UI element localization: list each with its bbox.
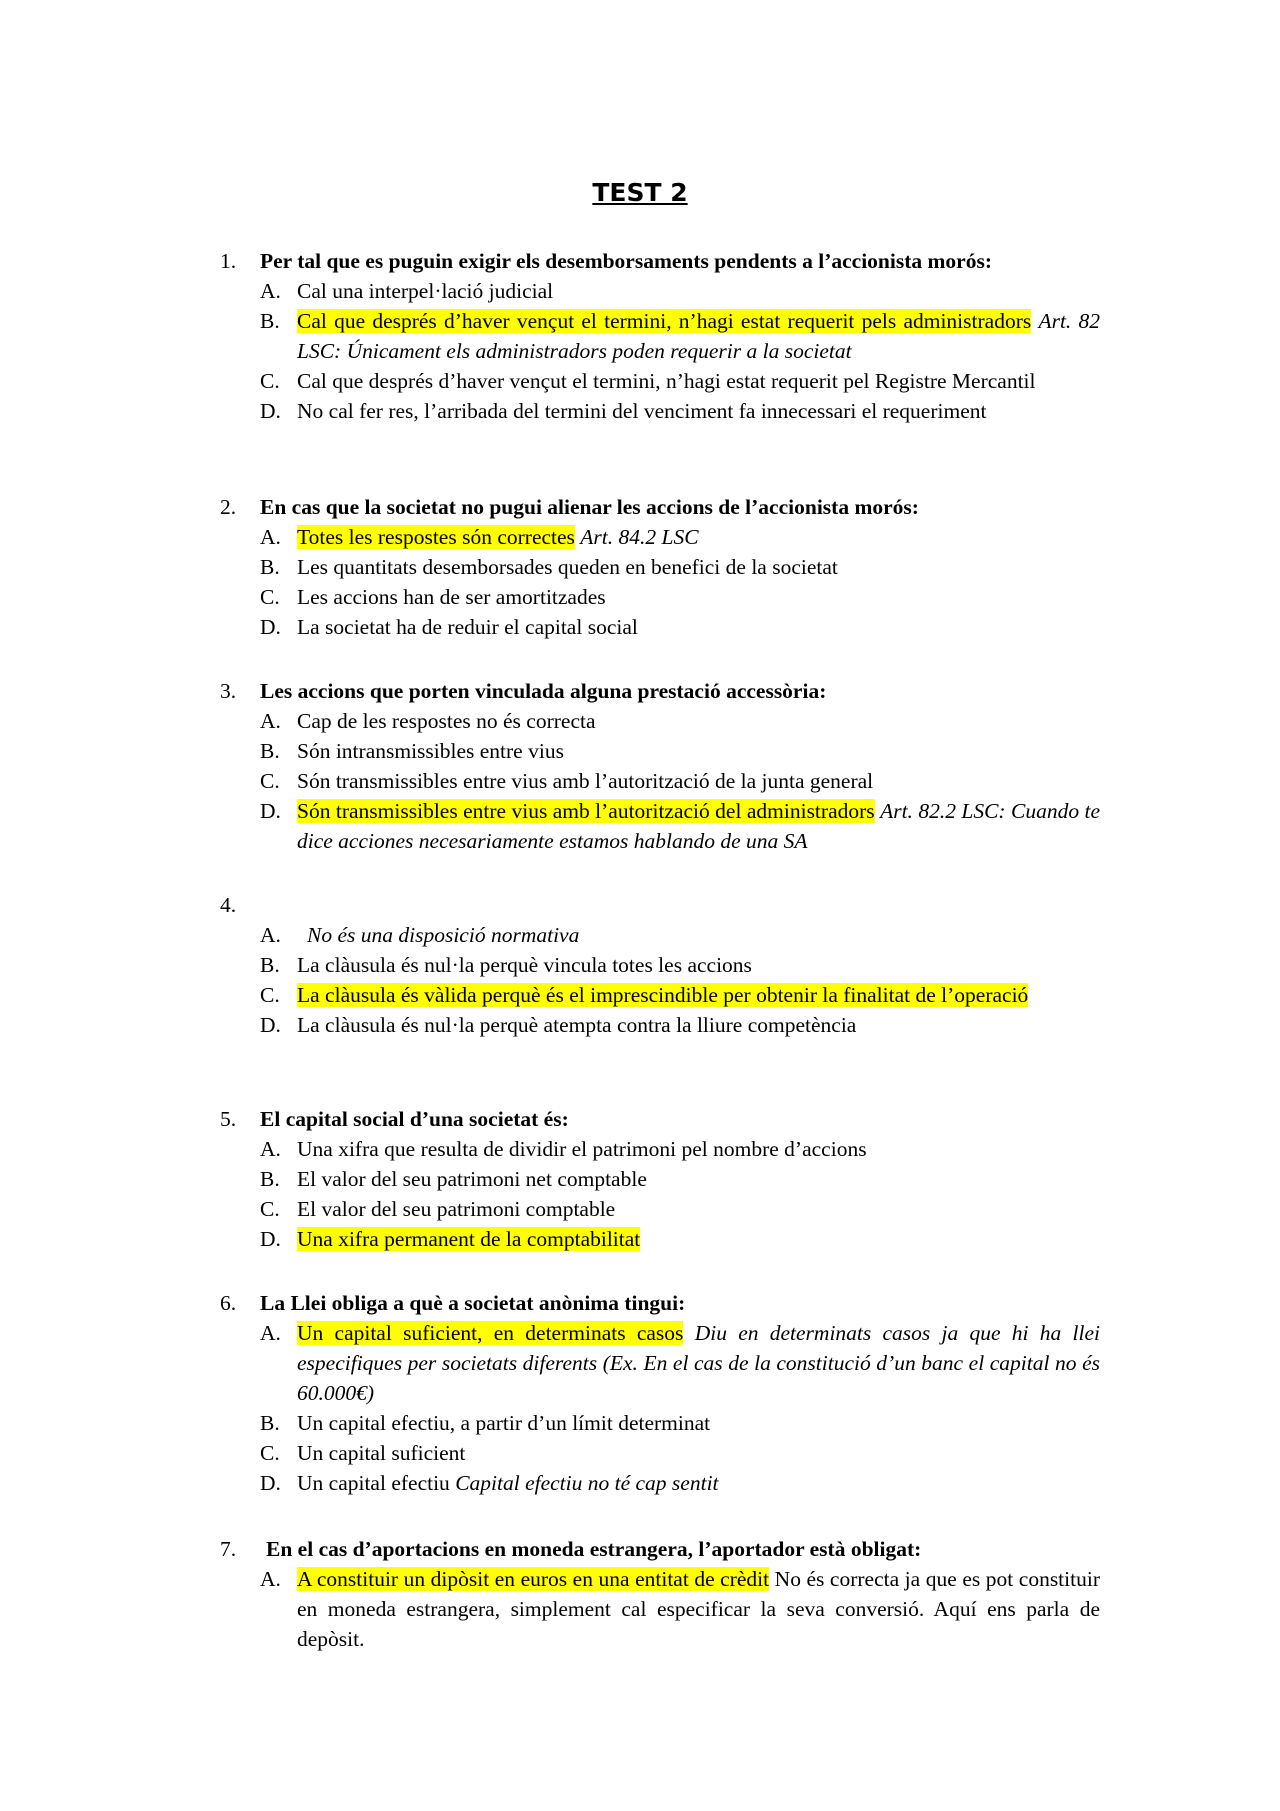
option-text: Són transmissibles entre vius amb l’autorització de la junta general [297, 769, 874, 793]
option-c [220, 366, 1100, 396]
question-5 [220, 1104, 1100, 1254]
option-label: B. [260, 1167, 280, 1191]
option-b [220, 1164, 1100, 1194]
answer-note: No és una disposició normativa [307, 923, 580, 947]
question-number: 2. [220, 495, 237, 519]
question-number: 6. [220, 1291, 237, 1315]
option-text: Una xifra que resulta de dividir el patrimoni pel nombre d’accions [297, 1137, 867, 1161]
question-7 [220, 1534, 1100, 1654]
question-header [220, 890, 1100, 920]
highlighted-answer: Totes les respostes són correctes [297, 525, 575, 549]
option-d [220, 396, 1100, 426]
question-number: 4. [220, 893, 237, 917]
option-d [220, 1010, 1100, 1040]
option-text: Cal una interpel·lació judicial [297, 279, 554, 303]
option-c [220, 1194, 1100, 1224]
question-3 [220, 676, 1100, 856]
option-text: La societat ha de reduir el capital social [297, 615, 638, 639]
option-a [220, 920, 1100, 950]
option-text: No cal fer res, l’arribada del termini del venciment fa innecessari el requeriment [297, 399, 987, 423]
option-label: B. [260, 1411, 280, 1435]
question-text: Les accions que porten vinculada alguna prestació accessòria: [260, 679, 827, 703]
answer-note: Art. 82 LSC: Únicament els administradors poden requerir a la societat [297, 309, 1101, 363]
option-label: C. [260, 769, 280, 793]
option-label: C. [260, 1197, 280, 1221]
highlighted-answer: Una xifra permanent de la comptabilitat [297, 1227, 641, 1251]
option-label: A. [260, 1321, 281, 1345]
question-4 [220, 890, 1100, 1040]
question-text: La Llei obliga a què a societat anònima tingui: [260, 1291, 686, 1315]
option-text: Cal que després d’haver vençut el termini, n’hagi estat requerit pel Registre Mercantil [297, 369, 1036, 393]
option-d [220, 796, 1100, 856]
option-c [220, 582, 1100, 612]
question-number: 5. [220, 1107, 237, 1131]
option-text: Un capital efectiu [297, 1471, 450, 1495]
option-label: D. [260, 399, 281, 423]
option-a [220, 276, 1100, 306]
question-text: En cas que la societat no pugui alienar les accions de l’accionista morós: [260, 495, 919, 519]
option-a [220, 1318, 1100, 1408]
option-text: Un capital efectiu, a partir d’un límit determinat [297, 1411, 711, 1435]
option-text: El valor del seu patrimoni comptable [297, 1197, 616, 1221]
option-d [220, 1468, 1100, 1498]
option-label: A. [260, 1137, 281, 1161]
option-label: D. [260, 1227, 281, 1251]
highlighted-answer: Un capital suficient, en determinats casos [297, 1321, 684, 1345]
option-c [220, 1438, 1100, 1468]
option-text: La clàusula és nul·la perquè vincula totes les accions [297, 953, 752, 977]
option-a [220, 706, 1100, 736]
option-label: A. [260, 923, 281, 947]
answer-note: Capital efectiu no té cap sentit [455, 1471, 719, 1495]
option-label: D. [260, 1471, 281, 1495]
answer-note: Art. 82.2 LSC: Cuando te dice acciones necesariamente estamos hablando de una SA [297, 799, 1100, 853]
question-text: El capital social d’una societat és: [260, 1107, 569, 1131]
option-b [220, 552, 1100, 582]
option-label: D. [260, 1013, 281, 1037]
option-b [220, 736, 1100, 766]
option-b [220, 1408, 1100, 1438]
option-c [220, 980, 1100, 1010]
question-header [220, 1288, 1100, 1318]
question-header [220, 1104, 1100, 1134]
question-number: 3. [220, 679, 237, 703]
option-b [220, 950, 1100, 980]
page-title: TEST 2 [592, 178, 688, 207]
option-label: A. [260, 709, 281, 733]
question-header [220, 246, 1100, 276]
option-text: El valor del seu patrimoni net comptable [297, 1167, 647, 1191]
question-number: 1. [220, 249, 237, 273]
option-text: Un capital suficient [297, 1441, 466, 1465]
question-header [220, 1534, 1100, 1564]
option-b [220, 306, 1100, 366]
option-text: Són intransmissibles entre vius [297, 739, 564, 763]
option-label: D. [260, 615, 281, 639]
option-text: Les accions han de ser amortitzades [297, 585, 606, 609]
option-label: A. [260, 1567, 281, 1591]
highlighted-answer: A constituir un dipòsit en euros en una entitat de crèdit [297, 1567, 770, 1591]
option-a [220, 522, 1100, 552]
option-label: C. [260, 983, 280, 1007]
option-label: B. [260, 309, 280, 333]
option-a [220, 1564, 1100, 1654]
option-label: A. [260, 279, 281, 303]
option-d [220, 1224, 1100, 1254]
option-label: D. [260, 799, 281, 823]
question-text: En el cas d’aportacions en moneda estrangera, l’aportador està obligat: [266, 1537, 922, 1561]
option-label: B. [260, 555, 280, 579]
option-label: C. [260, 369, 280, 393]
option-label: C. [260, 585, 280, 609]
question-header [220, 676, 1100, 706]
option-c [220, 766, 1100, 796]
question-1 [220, 246, 1100, 426]
highlighted-answer: Cal que després d’haver vençut el termini, n’hagi estat requerit pels administradors [297, 309, 1032, 333]
answer-note: Art. 84.2 LSC [580, 525, 699, 549]
highlighted-answer: La clàusula és vàlida perquè és el imprescindible per obtenir la finalitat de l’operació [297, 983, 1029, 1007]
option-label: C. [260, 1441, 280, 1465]
question-2 [220, 492, 1100, 642]
option-label: B. [260, 739, 280, 763]
question-number: 7. [220, 1537, 237, 1561]
answer-comment: No és correcta ja que es pot constituir en moneda estrangera, simplement cal especificar la seva conversió. Aquí ens parla de depòsit. [297, 1567, 1100, 1651]
question-6 [220, 1288, 1100, 1498]
option-text: Cap de les respostes no és correcta [297, 709, 596, 733]
option-a [220, 1134, 1100, 1164]
option-d [220, 612, 1100, 642]
answer-note: Diu en determinats casos ja que hi ha llei especifiques per societats diferents (Ex. En el cas de la constitució d’un banc el capital no és 60.000€) [297, 1321, 1101, 1405]
question-text: Per tal que es puguin exigir els desemborsaments pendents a l’accionista morós: [260, 249, 992, 273]
option-text: Les quantitats desemborsades queden en benefici de la societat [297, 555, 838, 579]
option-text: La clàusula és nul·la perquè atempta contra la lliure competència [297, 1013, 857, 1037]
option-label: B. [260, 953, 280, 977]
highlighted-answer: Són transmissibles entre vius amb l’autorització del administradors [297, 799, 875, 823]
question-header [220, 492, 1100, 522]
option-label: A. [260, 525, 281, 549]
